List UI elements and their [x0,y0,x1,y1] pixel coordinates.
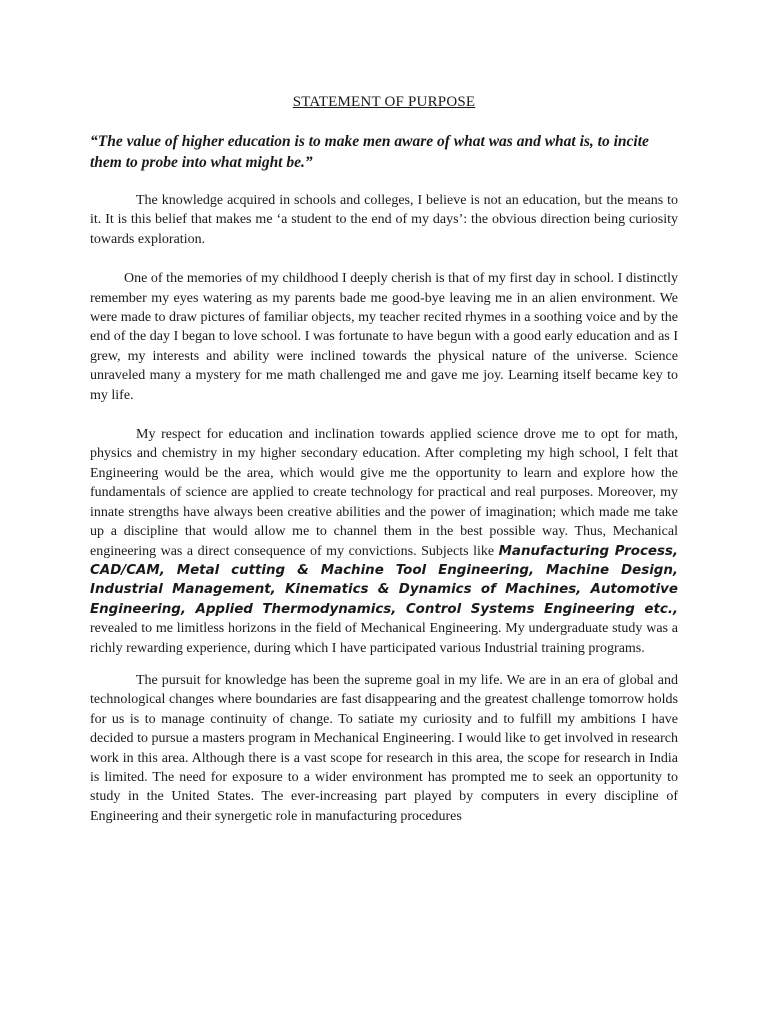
paragraph-3-text-after: revealed to me limitless horizons in the field of Mechanical Engineering. My undergraduate study was a richly rewarding experience, during which I have participated various Industrial training programs. [90,621,678,656]
opening-quote: “The value of higher education is to make men aware of what was and what is, to incite them to probe into what might be.” [90,133,649,171]
document-title: STATEMENT OF PURPOSE [292,94,476,110]
subjects-emphasis: Manufacturing Process, CAD/CAM, Metal cutting & Machine Tool Engineering, Machine Design, Industrial Management, Kinematics & Dynamics of Machines, Automotive Engineering, Applied Thermodynamics, Control Systems Engineering etc., [90,543,678,617]
paragraph-1: The knowledge acquired in schools and colleges, I believe is not an education, but the means to it. It is this belief that makes me ‘a student to the end of my days’: the obvious direction being curiosity towards exploration. [90,193,678,247]
paragraph-4: The pursuit for knowledge has been the supreme goal in my life. We are in an era of global and technological changes where boundaries are fast disappearing and the greatest challenge tomorrow holds for us is to manage continuity of change. To satiate my curiosity and to fulfill my ambitions I have decided to pursue a masters program in Mechanical Engineering. I would like to get involved in research work in this area. Although there is a vast scope for research in this area, the scope for research in India is limited. The need for exposure to a wider environment has prompted me to seek an opportunity to study in the United States. The ever-increasing part played by computers in every discipline of Engineering and their synergetic role in manufacturing procedures [90,672,678,824]
document-page [90,94,678,846]
paragraph-3 [90,425,678,658]
paragraph-2: One of the memories of my childhood I deeply cherish is that of my first day in school. I distinctly remember my eyes watering as my parents bade me good-bye leaving me in an alien environment. We were made to draw pictures of familiar objects, my teacher recited rhymes in a soothing voice and by the end of the day I began to love school. I was fortunate to have begun with a good early education and as I grew, my interests and ability were inclined towards the physical nature of the universe. Science unraveled many a mystery for me math challenged me and gave me joy. Learning itself became key to my life. [90,271,678,403]
paragraph-3-text-before: My respect for education and inclination towards applied science drove me to opt for math, physics and chemistry in my higher secondary education. After completing my high school, I felt that Engineering would be the area, which would give me the opportunity to learn and explore how the fundamentals of science are applied to create technology for practical and real purposes. Moreover, my innate strengths have always been creative abilities and the power of imagination; which made me take up a discipline that would allow me to channel them in the best possible way. Thus, Mechanical engineering was a direct consequence of my convictions. Subjects like [90,427,678,559]
